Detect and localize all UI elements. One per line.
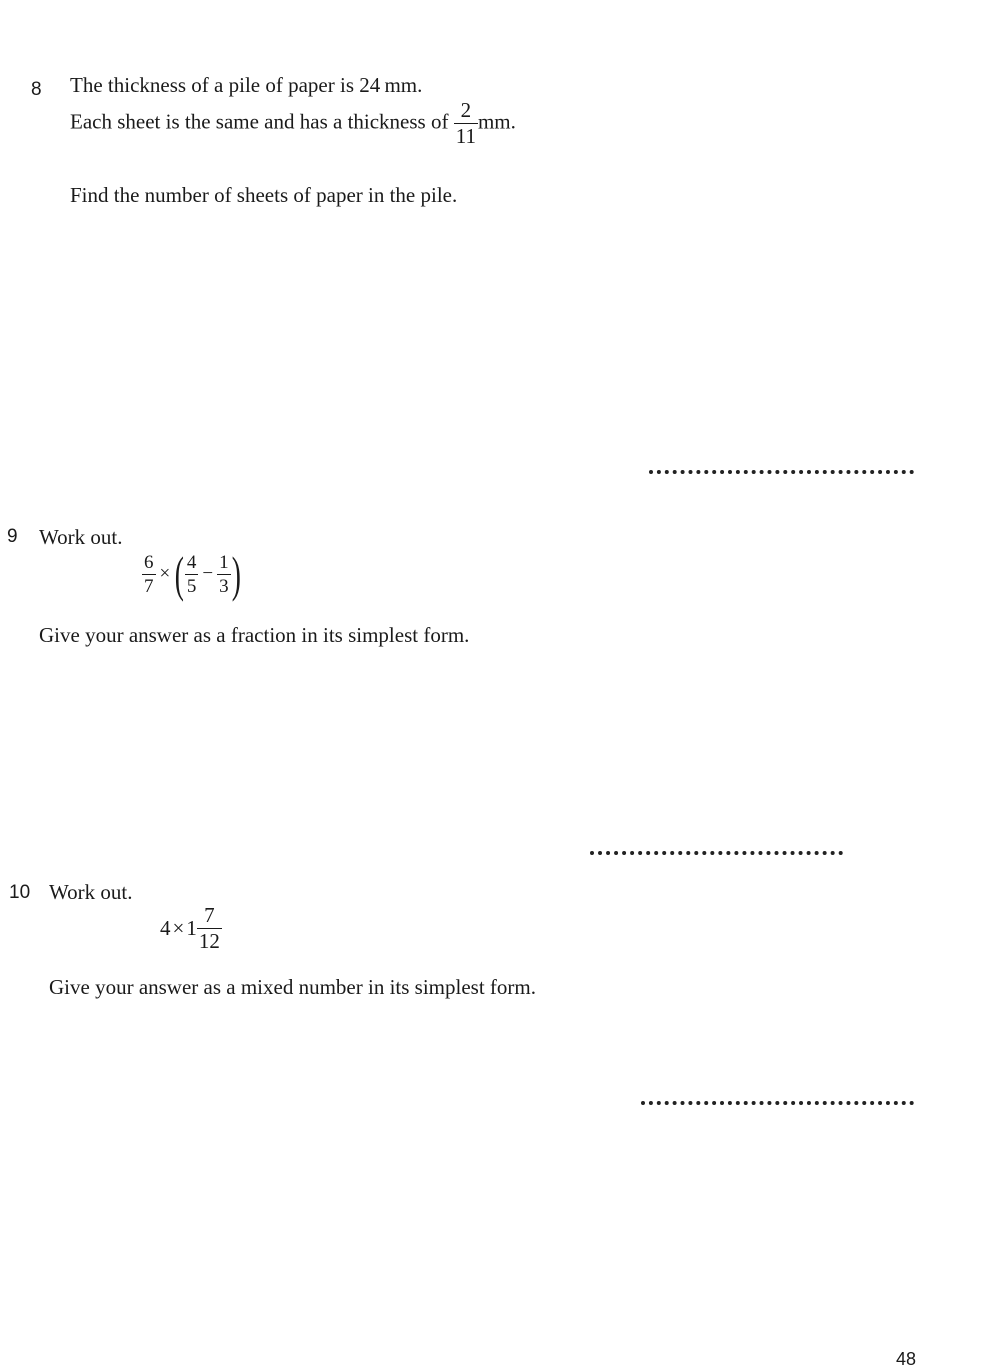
q10-instruction: Give your answer as a mixed number in its simplest form. bbox=[49, 975, 536, 999]
q9-f3-denominator: 3 bbox=[219, 575, 229, 597]
q9-f2-numerator: 4 bbox=[186, 551, 197, 573]
q8-instruction: Find the number of sheets of paper in the pile. bbox=[70, 183, 458, 207]
q10-fraction bbox=[197, 905, 222, 952]
q8-fraction bbox=[454, 100, 478, 147]
q10-expression bbox=[160, 905, 222, 952]
page-number: 48 bbox=[896, 1349, 917, 1369]
q10-answer-line[interactable] bbox=[641, 1101, 914, 1105]
q9-right-paren: ) bbox=[231, 546, 241, 602]
q8-fraction-denominator: 11 bbox=[455, 124, 476, 148]
q9-f1-numerator: 6 bbox=[144, 551, 154, 573]
q9-fraction-1 bbox=[142, 553, 156, 596]
q8-line1: The thickness of a pile of paper is 24 mm. bbox=[70, 73, 423, 97]
q8-line2 bbox=[70, 100, 516, 147]
q9-instruction: Give your answer as a fraction in its simplest form. bbox=[39, 623, 470, 647]
question-number-10: 10 bbox=[9, 882, 31, 903]
q10-times-sign: × bbox=[172, 916, 185, 940]
q9-f3-numerator: 1 bbox=[219, 551, 229, 573]
q9-f1-denominator: 7 bbox=[144, 575, 154, 597]
q10-prompt: Work out. bbox=[49, 880, 133, 904]
question-number-9: 9 bbox=[7, 526, 18, 547]
q8-line2-suffix: mm. bbox=[477, 109, 516, 134]
q8-line2-prefix: Each sheet is the same and has a thickness of bbox=[70, 109, 449, 134]
q10-fraction-denominator: 12 bbox=[198, 929, 220, 953]
q9-expression bbox=[142, 546, 241, 602]
q10-whole-part: 1 bbox=[186, 916, 197, 940]
q9-times-sign: × bbox=[159, 563, 171, 584]
q9-f2-denominator: 5 bbox=[186, 575, 197, 597]
question-number-8: 8 bbox=[31, 79, 42, 100]
q10-fraction-numerator: 7 bbox=[197, 905, 222, 929]
q8-fraction-numerator: 2 bbox=[454, 100, 478, 124]
q8-answer-line[interactable] bbox=[649, 470, 914, 474]
q9-fraction-3 bbox=[217, 553, 231, 596]
q9-answer-line[interactable] bbox=[590, 851, 843, 855]
q10-lead-number: 4 bbox=[160, 916, 171, 940]
q9-prompt: Work out. bbox=[39, 525, 123, 549]
q9-left-paren: ( bbox=[174, 546, 185, 602]
q9-fraction-2 bbox=[185, 553, 199, 596]
q9-minus-sign: − bbox=[202, 563, 214, 584]
